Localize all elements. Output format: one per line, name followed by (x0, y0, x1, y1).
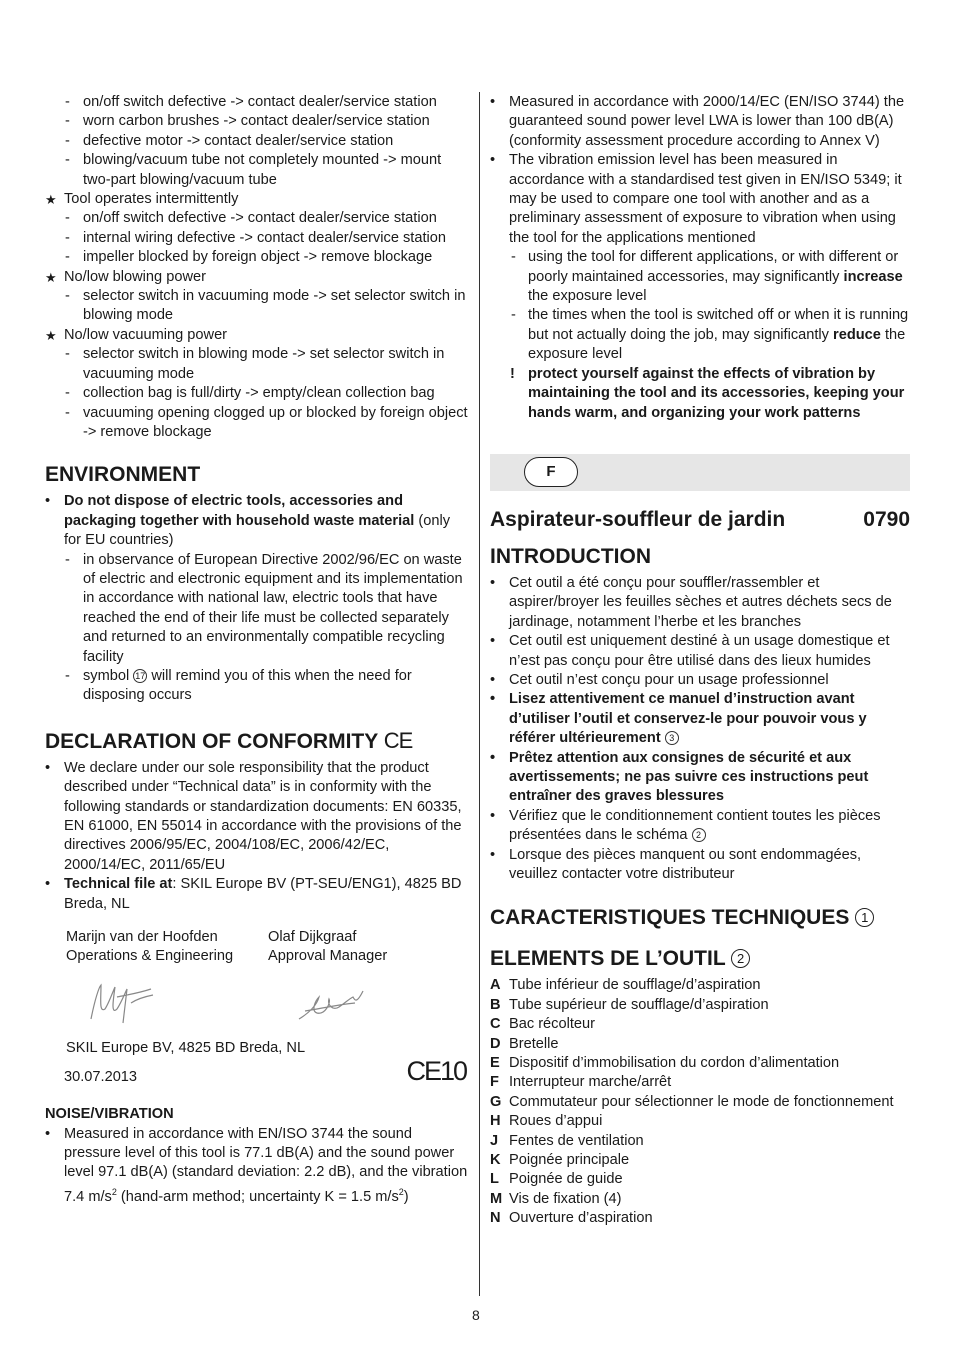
part-key: H (490, 1113, 501, 1130)
list-item: • Prêtez attention aux consignes de sécurité et aux avertissements; ne pas suivre ces instructions peut entraîner des graves blessures (490, 749, 910, 807)
list-item: • Measured in accordance with 2000/14/EC (EN/ISO 3744) the guaranteed sound power level LWA is lower than 100 dB(A) (conformity assessment procedure according to Annex V) (490, 93, 910, 151)
noise-text-b: (hand-arm method; uncertainty K = 1.5 m/s (116, 1188, 399, 1205)
sub-text: using the tool for different applications, or with different or poorly maintained accessories, may significantly (528, 249, 899, 285)
list-item (45, 875, 470, 914)
env-bold-text: Do not dispose of electric tools, accessories and packaging together with household waste material (64, 493, 415, 529)
noise-text-a: Measured in accordance with EN/ISO 3744 the sound pressure level of this tool is 77.1 dB(A) and the sound power level 97.1 dB(A) (standard deviation: 2.2 dB), and the vibration 7.4 m/s (64, 1125, 468, 1205)
introduction-heading: INTRODUCTION (490, 544, 651, 568)
part-key: N (490, 1210, 501, 1227)
sub-text: the exposure level (528, 326, 906, 363)
sub-text: the exposure level (528, 288, 647, 305)
list-item: - in observance of European Directive 2002/96/EC on waste of electric and electronic equipment and its implementation in accordance with national law, electric tools that have reached the end of their life must be collected separately and returned to an environmentally compatible recycling facility (45, 551, 470, 667)
column-divider (479, 92, 480, 1296)
figure-3-icon: 3 (665, 731, 679, 745)
list-item (490, 1151, 910, 1170)
env-tail-text: (only for EU countries) (64, 512, 451, 549)
declaration-title: DECLARATION OF CONFORMITY (45, 729, 378, 753)
declaration-heading (45, 728, 470, 755)
env-sub2-b: will remind you of this when the need for disposing occurs (83, 667, 412, 704)
list-item: • The vibration emission level has been measured in accordance with a standardised test given in EN/ISO 5349; it may be used to compare one tool with another and as a preliminary assessment of exposure to vibration when using the tool for the applications mentioned (490, 151, 910, 248)
list-item (490, 1190, 910, 1209)
tool-elements-heading (490, 946, 910, 972)
figure-2-icon: 2 (731, 949, 750, 968)
signatory-name: Marijn van der Hoofden (66, 929, 218, 946)
figure-2-icon: 2 (692, 828, 706, 842)
list-item (490, 976, 910, 995)
list-item (45, 1125, 470, 1207)
environment-heading: ENVIRONMENT (45, 463, 201, 487)
list-item (490, 996, 910, 1015)
list-item (490, 1112, 910, 1131)
list-item: - vacuuming opening clogged up or blocked by foreign object -> remove blockage (45, 404, 470, 443)
list-item (490, 1132, 910, 1151)
part-key: G (490, 1093, 502, 1110)
part-text: Fentes de ventilation (509, 1132, 644, 1149)
part-key: E (490, 1055, 500, 1072)
list-item: - impeller blocked by foreign object -> remove blockage (45, 248, 470, 267)
signatory-2 (268, 928, 470, 967)
list-item (490, 1170, 910, 1189)
list-item: • Lorsque des pièces manquent ou sont endommagées, veuillez contacter votre distributeur (490, 846, 910, 885)
part-key: F (490, 1074, 499, 1091)
part-text: Poignée principale (509, 1152, 630, 1169)
noise-vibration-heading: NOISE/VIBRATION (45, 1106, 174, 1123)
figure-1-icon: 1 (855, 908, 874, 927)
list-item (490, 807, 910, 846)
part-text: Tube supérieur de soufflage/d’aspiration (509, 996, 769, 1013)
list-item (45, 492, 470, 550)
part-text: Dispositif d’immobilisation du cordon d’alimentation (509, 1055, 840, 1072)
left-column (45, 93, 470, 1207)
vibration-list (490, 93, 910, 423)
sub-bold: reduce (833, 326, 881, 343)
signatory-role: Operations & Engineering (66, 948, 234, 965)
ce-mark-icon: CE (383, 727, 413, 753)
part-text: Bretelle (509, 1035, 559, 1052)
part-key: L (490, 1171, 499, 1188)
declaration-date: 30.07.2013 (64, 1069, 138, 1086)
signatories (66, 928, 470, 967)
list-item (490, 1073, 910, 1092)
list-item (490, 1035, 910, 1054)
signatory-name: Olaf Dijkgraaf (268, 929, 357, 946)
list-item (490, 248, 910, 306)
introduction-list (490, 574, 910, 885)
signatory-1 (66, 928, 268, 967)
tech-title: CARACTERISTIQUES TECHNIQUES (490, 906, 850, 930)
list-item: • Cet outil a été conçu pour souffler/rassembler et aspirer/broyer les feuilles sèches et autres déchets secs de jardinage, notamment l’herbe et les branches (490, 574, 910, 632)
declaration-list (45, 759, 470, 914)
product-name: Aspirateur-souffleur de jardin (490, 507, 786, 531)
sub-bold: increase (843, 268, 903, 285)
list-item (490, 1015, 910, 1034)
list-item: - worn carbon brushes -> contact dealer/service station (45, 112, 470, 131)
part-text: Commutateur pour sélectionner le mode de fonctionnement (509, 1093, 894, 1110)
signature-area (45, 967, 470, 1039)
signature-1-icon (87, 979, 159, 1027)
star-heading: ★ No/low blowing power (45, 268, 470, 287)
list-item (45, 667, 470, 706)
list-item: - on/off switch defective -> contact dealer/service station (45, 93, 470, 112)
list-item: - defective motor -> contact dealer/service station (45, 132, 470, 151)
part-key: K (490, 1152, 501, 1169)
signature-2-icon (295, 985, 367, 1025)
part-key: B (490, 996, 501, 1013)
date-row (45, 1056, 470, 1089)
star-heading: ★ Tool operates intermittently (45, 190, 470, 209)
company-address: SKIL Europe BV, 4825 BD Breda, NL (66, 1039, 306, 1056)
warning-item: ! protect yourself against the effects of vibration by maintaining the tool and its accessories, keeping your hands warm, and organizing your work patterns (490, 365, 910, 423)
part-text: Bac récolteur (509, 1016, 595, 1033)
signatory-role: Approval Manager (268, 948, 388, 965)
list-item: - on/off switch defective -> contact dealer/service station (45, 209, 470, 228)
page-number: 8 (472, 1307, 480, 1323)
technical-data-heading (490, 905, 910, 931)
list-item: • Cet outil n’est conçu pour un usage professionnel (490, 671, 910, 690)
part-text: Ouverture d’aspiration (509, 1210, 653, 1227)
list-item (490, 1093, 910, 1112)
list-item (490, 306, 910, 364)
intro-text: Lisez attentivement ce manuel d’instruction avant d’utiliser l’outil et conservez-le pour pouvoir vous y référer ultérieurement (509, 691, 867, 747)
environment-list (45, 492, 470, 705)
elem-title: ELEMENTS DE L’OUTIL (490, 947, 726, 971)
part-text: Poignée de guide (509, 1171, 623, 1188)
part-key: D (490, 1035, 501, 1052)
list-item: - internal wiring defective -> contact dealer/service station (45, 229, 470, 248)
list-item: - selector switch in blowing mode -> set selector switch in vacuuming mode (45, 345, 470, 384)
part-key: A (490, 977, 501, 994)
list-item: • Cet outil est uniquement destiné à un usage domestique et n’est pas conçu pour être utilisé dans des lieux humides (490, 632, 910, 671)
sub-text: the times when the tool is switched off or when it is running but not actually doing the job, may significantly (528, 307, 909, 343)
part-text: Tube inférieur de soufflage/d’aspiration (509, 977, 761, 994)
symbol-17-icon: 17 (135, 670, 146, 681)
list-item (490, 1209, 910, 1228)
product-title (490, 507, 910, 533)
part-key: M (490, 1190, 503, 1207)
language-bar (490, 454, 910, 491)
part-text: Interrupteur marche/arrêt (509, 1074, 672, 1091)
right-column (490, 93, 910, 1229)
list-item: - selector switch in vacuuming mode -> set selector switch in blowing mode (45, 287, 470, 326)
part-key: J (490, 1132, 499, 1149)
list-item: - collection bag is full/dirty -> empty/clean collection bag (45, 384, 470, 403)
intro-text: Vérifiez que le conditionnement contient toutes les pièces présentées dans le schéma (509, 807, 881, 844)
part-text: Roues d’appui (509, 1113, 603, 1130)
product-model: 0790 (863, 507, 910, 531)
list-item: - blowing/vacuum tube not completely mounted -> mount two-part blowing/vacuum tube (45, 151, 470, 190)
language-badge: F (524, 457, 578, 487)
technical-file-label: Technical file at (64, 876, 173, 893)
troubleshoot-list-1 (45, 93, 470, 190)
list-item (490, 1054, 910, 1073)
parts-list (490, 976, 910, 1228)
troubleshoot-group-2 (45, 190, 470, 442)
technical-file-text: : SKIL Europe BV (PT-SEU/ENG1), 4825 BD Breda, NL (64, 876, 462, 912)
ce10-mark-icon: CE10 (406, 1056, 466, 1087)
list-item: • We declare under our sole responsibility that the product described under “Technical data” is in conformity with the following standards or standardization documents: EN 60335, EN 61000, EN 55014 in accordance with the provisions of the directives 2006/95/EC, 2004/108/EC, 2006/42/EC, 2000/14/EC, 2011/65/EU (45, 759, 470, 875)
part-text: Vis de fixation (4) (509, 1190, 622, 1207)
star-heading: ★ No/low vacuuming power (45, 326, 470, 345)
list-item (490, 690, 910, 748)
superscript: 2 (111, 1186, 117, 1197)
noise-list (45, 1125, 470, 1207)
noise-text-c: ) (403, 1188, 409, 1205)
part-key: C (490, 1016, 501, 1033)
env-sub2-a: symbol (83, 667, 134, 684)
superscript: 2 (398, 1186, 404, 1197)
